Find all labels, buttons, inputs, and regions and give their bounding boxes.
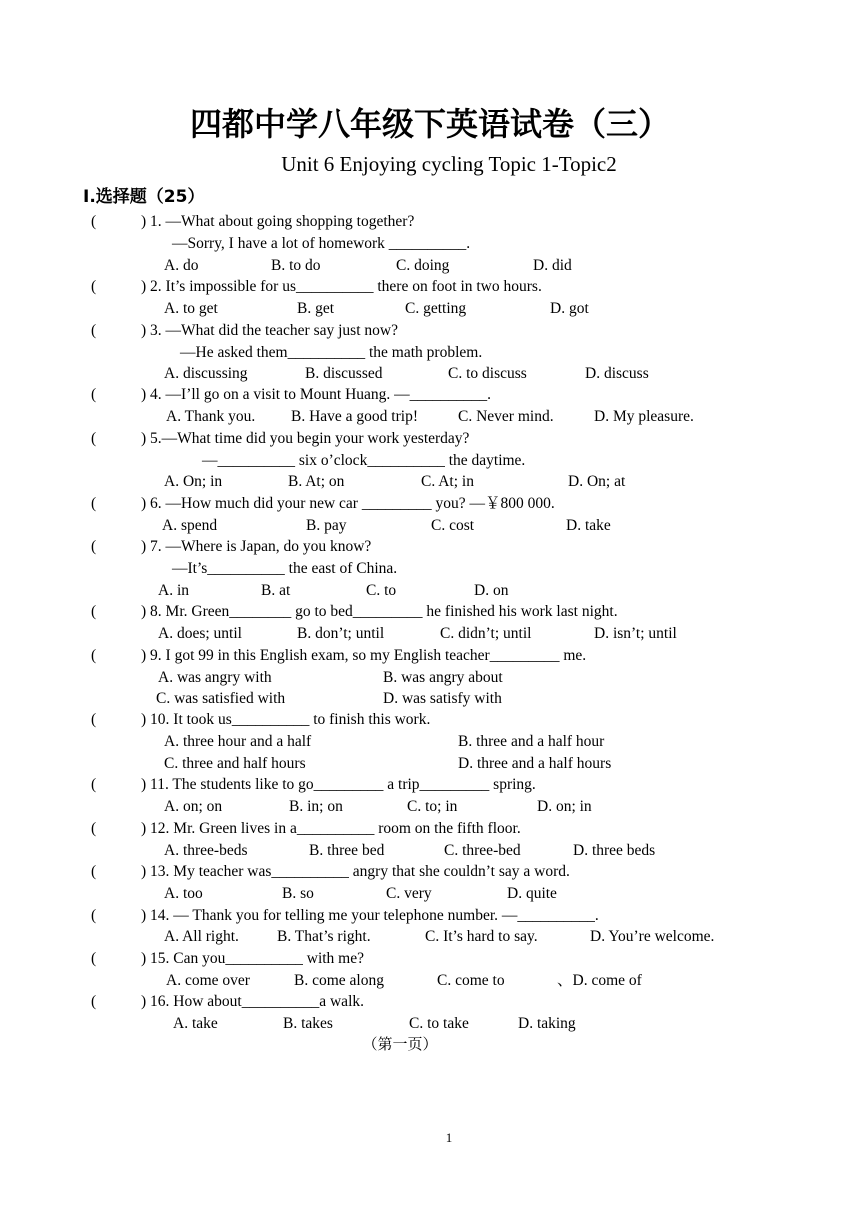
option-a: A. take: [173, 1015, 218, 1032]
option-a: A. come over: [166, 972, 250, 989]
option-b: B. so: [282, 885, 314, 902]
question-stem-continued: —It’s__________ the east of China.: [172, 560, 398, 577]
option-c: C. cost: [431, 517, 475, 534]
option-b: B. At; on: [288, 473, 345, 490]
option-c: C. It’s hard to say.: [425, 928, 538, 945]
option-d: D. You’re welcome.: [590, 928, 715, 945]
option-d: D. taking: [518, 1015, 576, 1032]
answer-paren-open: (: [91, 950, 97, 967]
option-d: D. isn’t; until: [594, 625, 677, 642]
question-stem: ) 9. I got 99 in this English exam, so my English teacher_________ me.: [141, 647, 587, 664]
option-d: D. did: [533, 257, 572, 274]
question-stem: ) 7. —Where is Japan, do you know?: [141, 538, 372, 555]
option-a: A. too: [164, 885, 203, 902]
question-stem: ) 16. How about__________a walk.: [141, 993, 364, 1010]
option-d: D. three and a half hours: [458, 755, 612, 772]
option-a: A. in: [158, 582, 189, 599]
option-a: A. Thank you.: [166, 408, 256, 425]
answer-paren-open: (: [91, 907, 97, 924]
option-b: B. get: [297, 300, 335, 317]
option-c: C. three and half hours: [164, 755, 306, 772]
answer-paren-open: (: [91, 278, 97, 295]
option-a: A. On; in: [164, 473, 223, 490]
option-c: C. was satisfied with: [156, 690, 286, 707]
page-number: 1: [445, 1130, 453, 1145]
option-a: A. discussing: [164, 365, 248, 382]
option-b: B. That’s right.: [277, 928, 371, 945]
option-c: C. very: [386, 885, 432, 902]
option-a: A. on; on: [164, 798, 223, 815]
option-a: A. three hour and a half: [164, 733, 312, 750]
option-a: A. does; until: [158, 625, 242, 642]
answer-paren-open: (: [91, 820, 97, 837]
option-b: B. Have a good trip!: [291, 408, 418, 425]
option-c: C. to take: [409, 1015, 469, 1032]
question-stem: ) 5.—What time did you begin your work yesterday?: [141, 430, 470, 447]
answer-paren-open: (: [91, 386, 97, 403]
answer-paren-open: (: [91, 322, 97, 339]
question-stem: ) 12. Mr. Green lives in a__________ room on the fifth floor.: [141, 820, 521, 837]
question-stem: ) 2. It’s impossible for us__________ there on foot in two hours.: [141, 278, 542, 295]
option-a: A. spend: [162, 517, 218, 534]
question-stem-continued: —Sorry, I have a lot of homework __________.: [172, 235, 471, 252]
option-b: B. was angry about: [383, 669, 503, 686]
option-d: 、D. come of: [557, 972, 642, 989]
answer-paren-open: (: [91, 430, 97, 447]
option-d: D. got: [550, 300, 589, 317]
option-d: D. was satisfy with: [383, 690, 502, 707]
option-d: D. take: [566, 517, 611, 534]
question-stem: ) 10. It took us__________ to finish this work.: [141, 711, 431, 728]
question-stem: ) 6. —How much did your new car _________ you? —￥800 000.: [141, 495, 555, 512]
option-c: C. to: [366, 582, 397, 599]
answer-paren-open: (: [91, 993, 97, 1010]
option-a: A. was angry with: [158, 669, 272, 686]
question-stem: ) 14. — Thank you for telling me your telephone number. —__________.: [141, 907, 599, 924]
option-b: B. in; on: [289, 798, 343, 815]
option-d: D. on; in: [537, 798, 592, 815]
answer-paren-open: (: [91, 776, 97, 793]
question-stem: ) 1. —What about going shopping together?: [141, 213, 415, 230]
option-d: D. My pleasure.: [594, 408, 694, 425]
question-stem: ) 15. Can you__________ with me?: [141, 950, 365, 967]
question-stem: ) 3. —What did the teacher say just now?: [141, 322, 398, 339]
option-c: C. At; in: [421, 473, 474, 490]
option-c: C. to; in: [407, 798, 458, 815]
option-a: A. three-beds: [164, 842, 248, 859]
option-b: B. discussed: [305, 365, 383, 382]
option-b: B. takes: [283, 1015, 333, 1032]
option-b: B. at: [261, 582, 291, 599]
page-label: （第一页）: [362, 1035, 438, 1053]
option-d: D. discuss: [585, 365, 649, 382]
option-c: C. doing: [396, 257, 450, 274]
answer-paren-open: (: [91, 647, 97, 664]
question-stem: ) 13. My teacher was__________ angry that she couldn’t say a word.: [141, 863, 570, 880]
page-subtitle: Unit 6 Enjoying cycling Topic 1-Topic2: [281, 152, 617, 176]
option-d: D. on: [474, 582, 509, 599]
option-b: B. don’t; until: [297, 625, 385, 642]
option-c: C. to discuss: [448, 365, 527, 382]
option-a: A. All right.: [164, 928, 239, 945]
answer-paren-open: (: [91, 711, 97, 728]
option-b: B. three bed: [309, 842, 385, 859]
answer-paren-open: (: [91, 213, 97, 230]
question-stem-continued: —He asked them__________ the math problem.: [180, 344, 483, 361]
option-d: D. On; at: [568, 473, 626, 490]
section-title: Ⅰ.选择题（25）: [83, 187, 205, 207]
option-b: B. come along: [294, 972, 384, 989]
option-d: D. three beds: [573, 842, 656, 859]
answer-paren-open: (: [91, 538, 97, 555]
answer-paren-open: (: [91, 603, 97, 620]
answer-paren-open: (: [91, 495, 97, 512]
question-stem: ) 4. —I’ll go on a visit to Mount Huang. —__________.: [141, 386, 492, 403]
option-a: A. to get: [164, 300, 218, 317]
option-b: B. three and a half hour: [458, 733, 605, 750]
option-b: B. pay: [306, 517, 347, 534]
option-c: C. Never mind.: [458, 408, 554, 425]
option-c: C. come to: [437, 972, 505, 989]
option-c: C. three-bed: [444, 842, 521, 859]
question-stem-continued: —__________ six o’clock__________ the daytime.: [202, 452, 526, 469]
option-c: C. getting: [405, 300, 467, 317]
option-a: A. do: [164, 257, 199, 274]
answer-paren-open: (: [91, 863, 97, 880]
option-c: C. didn’t; until: [440, 625, 532, 642]
question-stem: ) 11. The students like to go_________ a trip_________ spring.: [141, 776, 536, 793]
page-title: 四都中学八年级下英语试卷（三）: [189, 105, 670, 143]
question-stem: ) 8. Mr. Green________ go to bed_________ he finished his work last night.: [141, 603, 618, 620]
option-b: B. to do: [271, 257, 321, 274]
option-d: D. quite: [507, 885, 557, 902]
